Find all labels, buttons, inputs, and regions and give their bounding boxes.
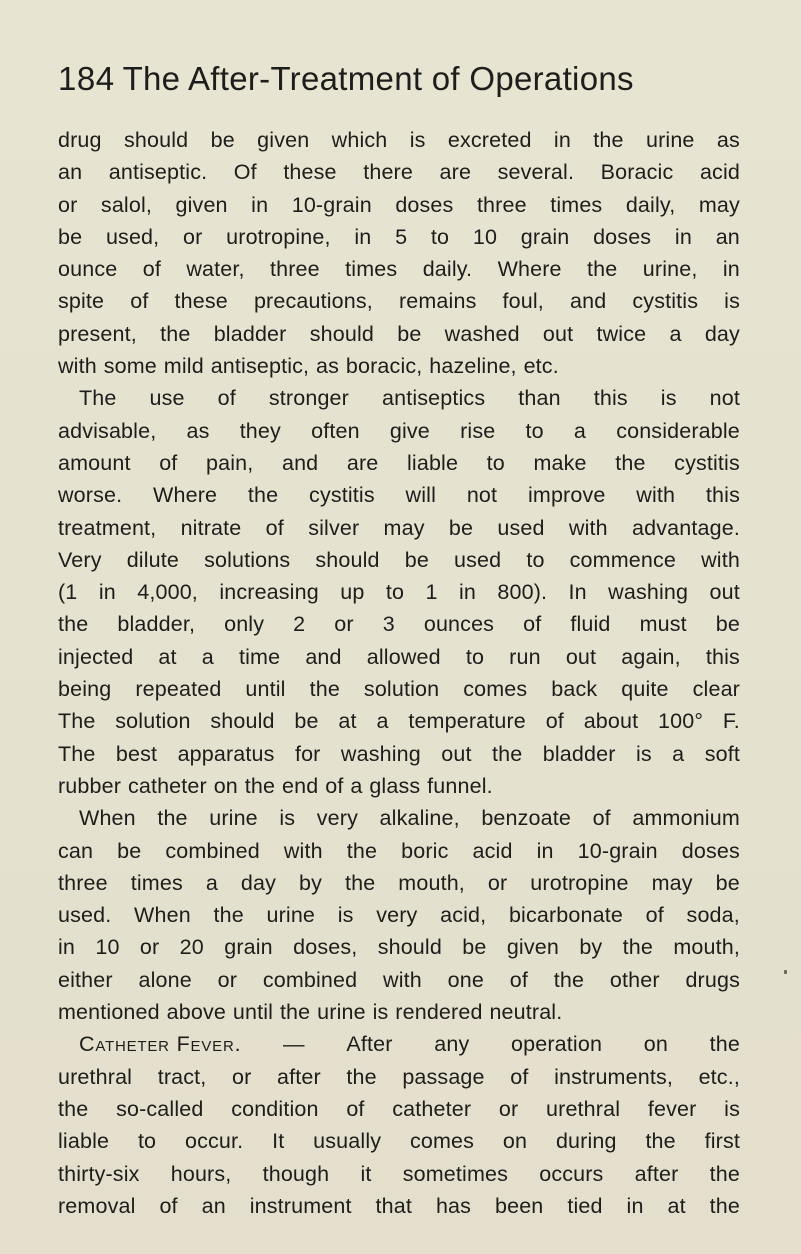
text-line: ounce of water, three times daily. Where the urine, in — [58, 257, 740, 282]
text-line: spite of these precautions, remains foul, and cystitis is — [58, 289, 740, 314]
text-line: mentioned above until the urine is rendered neutral. — [58, 1000, 563, 1025]
page-header — [58, 60, 748, 106]
text-line: treatment, nitrate of silver may be used with advantage. — [58, 515, 740, 540]
text-line: either alone or combined with one of the other drugs — [58, 967, 740, 992]
text-line: injected at a time and allowed to run out again, this — [58, 644, 740, 669]
text-line: or salol, given in 10-grain doses three times daily, may — [58, 192, 740, 217]
text-line: the bladder, only 2 or 3 ounces of fluid must be — [58, 612, 740, 637]
text-line: drug should be given which is excreted in the urine as — [58, 128, 740, 152]
text-line: Very dilute solutions should be used to commence with — [58, 547, 740, 572]
text-line: being repeated until the solution comes back quite clear — [58, 677, 740, 702]
text-line: urethral tract, or after the passage of instruments, etc., — [58, 1064, 740, 1089]
paper-speck — [784, 970, 787, 974]
text-line: the so-called condition of catheter or urethral fever is — [58, 1096, 740, 1121]
text-line: present, the bladder should be washed out twice a day — [58, 321, 740, 346]
page-number: 184 — [58, 60, 115, 97]
text-line: used. When the urine is very acid, bicarbonate of soda, — [58, 903, 740, 928]
text-line: (1 in 4,000, increasing up to 1 in 800). In washing out — [58, 580, 740, 605]
text-line: thirty-six hours, though it sometimes occurs after the — [58, 1161, 740, 1186]
text-line: with some mild antiseptic, as boracic, hazeline, etc. — [58, 354, 559, 379]
text-line: amount of pain, and are liable to make the cystitis — [58, 450, 740, 475]
body-text — [58, 124, 740, 1222]
text-line: removal of an instrument that has been tied in at the — [58, 1193, 740, 1218]
text-line: worse. Where the cystitis will not improve with this — [58, 483, 740, 508]
text-line: The use of stronger antiseptics than this is not — [79, 386, 740, 411]
text-line: Catheter Fever. — After any operation on the — [58, 1028, 740, 1060]
text-line: in 10 or 20 grain doses, should be given by the mouth, — [58, 935, 740, 960]
text-line: be used, or urotropine, in 5 to 10 grain doses in an — [58, 224, 740, 249]
text-line: rubber catheter on the end of a glass funnel. — [58, 773, 493, 798]
text-line: The solution should be at a temperature of about 100° F. — [58, 709, 740, 734]
running-title: The After-Treatment of Operations — [122, 60, 634, 97]
text-line: an antiseptic. Of these there are several. Boracic acid — [58, 160, 740, 185]
text-line: The best apparatus for washing out the bladder is a soft — [58, 741, 740, 766]
text-line: three times a day by the mouth, or urotropine may be — [58, 870, 740, 895]
text-line: liable to occur. It usually comes on during the first — [58, 1129, 740, 1154]
section-heading: Catheter Fever. — [79, 1032, 242, 1057]
text-line: When the urine is very alkaline, benzoate of ammonium — [79, 806, 740, 831]
text-line: can be combined with the boric acid in 10-grain doses — [58, 838, 740, 863]
text-line: advisable, as they often give rise to a considerable — [58, 418, 740, 443]
